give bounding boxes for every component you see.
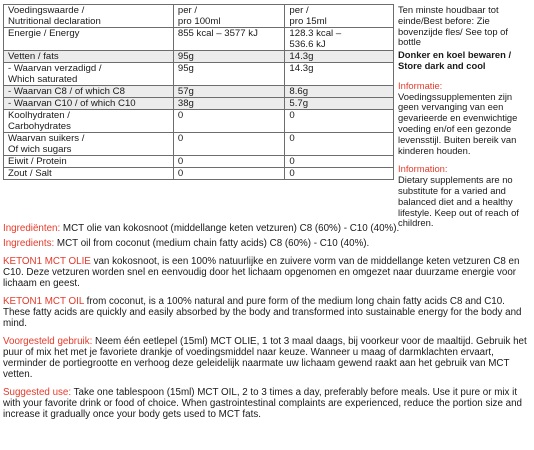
nutrition-row-carbohydrates bbox=[4, 110, 394, 133]
row-label: Zout / Salt bbox=[4, 168, 174, 180]
nutrition-row-c10 bbox=[4, 98, 394, 110]
nutrition-row-fats bbox=[4, 51, 394, 63]
row-value-100ml: 95g bbox=[173, 63, 285, 86]
usage-dutch-heading: Voorgesteld gebruik: bbox=[3, 336, 93, 347]
ingredients-english-heading: Ingredients: bbox=[3, 238, 55, 249]
info-english bbox=[398, 164, 532, 229]
info-dutch bbox=[398, 81, 532, 157]
row-label: Waarvan suikers / Of wich sugars bbox=[4, 133, 174, 156]
nutrition-row-saturated bbox=[4, 63, 394, 86]
side-panel bbox=[398, 5, 532, 237]
info-dutch-heading: Informatie: bbox=[398, 79, 443, 91]
ingredients-english bbox=[3, 238, 531, 249]
nutrition-row-sugars bbox=[4, 133, 394, 156]
description-dutch-heading: KETON1 MCT OLIE bbox=[3, 256, 91, 267]
usage-english-text: Take one tablespoon (15ml) MCT OIL, 2 to 3 times a day, preferably before meals. Use it pure or mix it with your favorite drink or food of choice. When gastrointestinal complaints are experienced, reduce the portion size and increase it gradually once your body gets used to MCT fats. bbox=[3, 387, 522, 420]
nutrition-row-energy bbox=[4, 28, 394, 51]
nutrition-header-row bbox=[4, 5, 394, 28]
row-value-100ml: 0 bbox=[173, 168, 285, 180]
row-label: - Waarvan C8 / of which C8 bbox=[4, 86, 174, 98]
row-value-15ml: 0 bbox=[285, 110, 394, 133]
header-per-15ml: per / pro 15ml bbox=[285, 5, 394, 28]
info-english-heading: Information: bbox=[398, 163, 448, 175]
best-before-text: Ten minste houdbaar tot einde/Best before: Zie bovenzijde fles/ See top of bottle bbox=[398, 4, 508, 48]
row-label: Vetten / fats bbox=[4, 51, 174, 63]
row-value-100ml: 95g bbox=[173, 51, 285, 63]
description-dutch bbox=[3, 256, 531, 289]
row-value-15ml: 128.3 kcal – 536.6 kJ bbox=[285, 28, 394, 51]
description-english-text: from coconut, is a 100% natural and pure form of the medium long chain fatty acids C8 and C10. These fatty acids are quickly and easily absorbed by the body and transformed into sustainable energy for the body and mind. bbox=[3, 296, 522, 329]
ingredients-english-text: MCT oil from coconut (medium chain fatty acids) C8 (60%) - C10 (40%). bbox=[54, 238, 370, 249]
usage-english-heading: Suggested use: bbox=[3, 387, 72, 398]
usage-dutch-text: Neem één eetlepel (15ml) MCT OLIE, 1 tot 3 maal daags, bij voorkeur voor de maaltijd. Gebruik het puur of mix het met je favoriete drankje of voedingsmiddel naar keuze. Wanneer u maag of darmklachten ervaart, verminder de portiegrootte en verhoog deze geleidelijk naarmate uw lichaam gewend raakt aan het gebruik van MCT vetten. bbox=[3, 336, 527, 380]
ingredients-dutch-heading: Ingrediënten: bbox=[3, 223, 61, 234]
row-value-100ml: 57g bbox=[173, 86, 285, 98]
row-label: Eiwit / Protein bbox=[4, 156, 174, 168]
row-label: Koolhydraten / Carbohydrates bbox=[4, 110, 174, 133]
row-label: - Waarvan C10 / of which C10 bbox=[4, 98, 174, 110]
row-value-15ml: 0 bbox=[285, 156, 394, 168]
storage-text: Donker en koel bewaren / Store dark and cool bbox=[398, 49, 512, 71]
info-english-text: Dietary supplements are no substitute for a varied and balanced diet and a healthy lifestyle. Keep out of reach of children. bbox=[398, 174, 519, 229]
row-value-15ml: 8.6g bbox=[285, 86, 394, 98]
nutrition-row-protein bbox=[4, 156, 394, 168]
header-label: Voedingswaarde / Nutritional declaration bbox=[4, 5, 174, 28]
row-value-100ml: 0 bbox=[173, 110, 285, 133]
row-value-15ml: 0 bbox=[285, 133, 394, 156]
description-dutch-text: van kokosnoot, is een 100% natuurlijke en zuivere vorm van de middellange keten vetzuren C8 en C10. Deze vetzuren worden snel en eenvoudig door het lichaam opgenomen en omgezet naar duurzame energie voor lichaam en geest. bbox=[3, 256, 520, 289]
row-value-100ml: 855 kcal – 3577 kJ bbox=[173, 28, 285, 51]
usage-dutch bbox=[3, 336, 531, 380]
nutrition-row-c8 bbox=[4, 86, 394, 98]
description-english bbox=[3, 296, 531, 329]
row-value-15ml: 0 bbox=[285, 168, 394, 180]
row-value-100ml: 0 bbox=[173, 133, 285, 156]
main-text bbox=[3, 223, 531, 427]
row-label: Energie / Energy bbox=[4, 28, 174, 51]
row-value-15ml: 14.3g bbox=[285, 51, 394, 63]
row-value-100ml: 0 bbox=[173, 156, 285, 168]
info-dutch-text: Voedingssupplementen zijn geen vervanging van een gevarieerde en evenwichtige voeding en/of een gezonde levensstijl. Buiten bereik van kinderen houden. bbox=[398, 90, 518, 156]
ingredients-dutch bbox=[3, 223, 531, 234]
row-label: - Waarvan verzadigd / Which saturated bbox=[4, 63, 174, 86]
nutrition-table bbox=[3, 4, 394, 180]
nutrition-row-salt bbox=[4, 168, 394, 180]
usage-english bbox=[3, 387, 531, 420]
row-value-100ml: 38g bbox=[173, 98, 285, 110]
ingredients-dutch-text: MCT olie van kokosnoot (middellange keten vetzuren) C8 (60%) - C10 (40%). bbox=[60, 223, 400, 234]
description-english-heading: KETON1 MCT OIL bbox=[3, 296, 84, 307]
row-value-15ml: 14.3g bbox=[285, 63, 394, 86]
header-per-100ml: per / pro 100ml bbox=[173, 5, 285, 28]
row-value-15ml: 5.7g bbox=[285, 98, 394, 110]
